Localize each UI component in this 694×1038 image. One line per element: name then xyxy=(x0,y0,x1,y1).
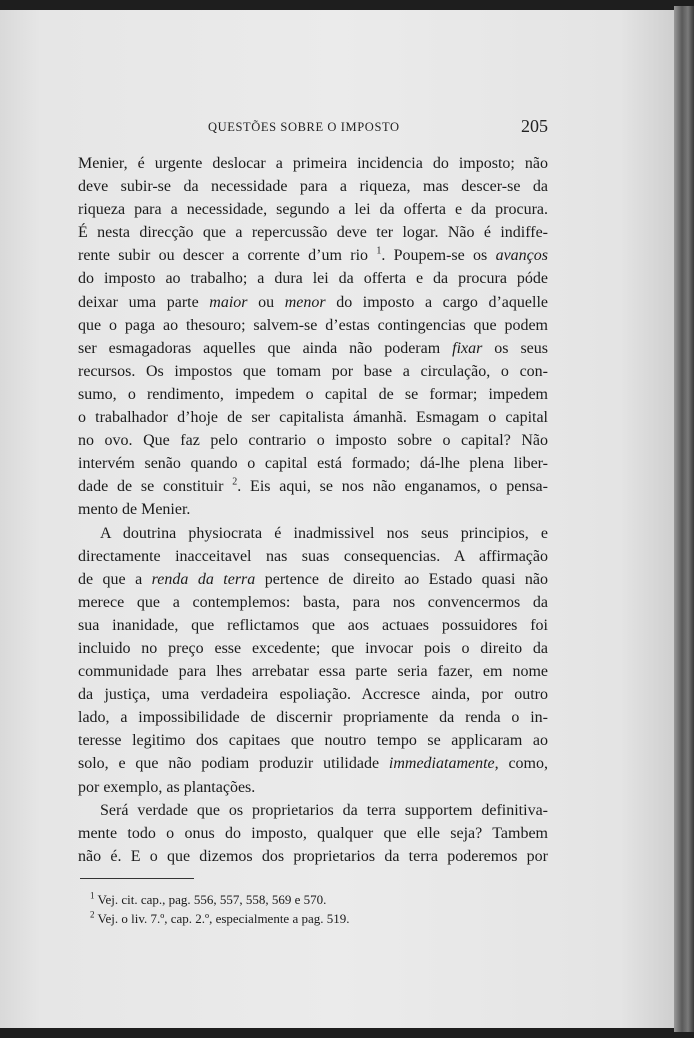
text-line xyxy=(78,267,548,290)
text-segment: É nesta direcção que a repercussão deve ter logar. Não é indiffe- xyxy=(78,224,548,242)
running-title: QUESTÕES SOBRE O IMPOSTO xyxy=(208,120,400,134)
text-line xyxy=(78,152,548,175)
text-segment: merece que a contemplemos: basta, para nos convencermos da xyxy=(78,593,548,611)
text-line xyxy=(78,683,548,706)
text-line xyxy=(78,614,548,637)
footnote-text: Vej. cit. cap., pag. 556, 557, 558, 569 e 570. xyxy=(97,892,327,907)
footnote-reference: 1 xyxy=(376,246,382,258)
text-segment: recursos. Os impostos que tomam por base a circulação, o con- xyxy=(78,362,548,380)
text-segment: da justiça, uma verdadeira espoliação. Accresce ainda, por outro xyxy=(78,686,548,704)
footnote xyxy=(90,890,530,909)
text-line xyxy=(78,360,548,383)
text-line xyxy=(78,452,548,475)
text-line xyxy=(78,221,548,244)
text-segment: solo, e que não podiam produzir utilidade xyxy=(78,755,389,773)
text-line xyxy=(78,475,548,498)
text-line xyxy=(78,522,548,545)
text-segment: A doutrina physiocrata é inadmissivel nos seus principios, e xyxy=(100,524,548,542)
italic-text: maior xyxy=(209,293,248,311)
text-segment: como, xyxy=(498,755,549,773)
italic-text: menor xyxy=(284,293,326,311)
text-segment: Será verdade que os proprietarios da terra supportem definitiva- xyxy=(100,801,548,819)
text-segment: sumo, o rendimento, impedem o capital de se formar; impedem xyxy=(78,385,548,403)
text-line xyxy=(78,729,548,752)
book-edge xyxy=(674,6,694,1032)
text-line xyxy=(78,291,548,314)
text-segment: sua inanidade, que reflictamos que aos actuaes possuidores foi xyxy=(78,616,548,634)
text-segment: mente todo o onus do imposto, qualquer que elle seja? Tambem xyxy=(78,824,548,842)
text-line xyxy=(78,752,548,775)
text-line xyxy=(78,845,548,868)
text-segment: incluido no preço esse excedente; que invocar pois o direito da xyxy=(78,639,548,657)
text-segment: directamente inacceitavel nas suas consequencias. A affirmação xyxy=(78,547,548,565)
text-line xyxy=(78,429,548,452)
text-line xyxy=(78,706,548,729)
text-segment: de que a xyxy=(78,570,152,588)
text-segment: o trabalhador d’hoje de ser capitalista ámanhã. Esmagam o capital xyxy=(78,409,548,427)
footnote-reference: 2 xyxy=(232,476,238,488)
text-line xyxy=(78,314,548,337)
page-number: 205 xyxy=(521,116,548,136)
text-line xyxy=(78,822,548,845)
text-segment: do imposto ao trabalho; a dura lei da offerta e da procura póde xyxy=(78,270,548,288)
footnote-marker: 2 xyxy=(90,909,95,920)
text-line xyxy=(78,244,548,267)
footnote-rule xyxy=(80,878,194,879)
text-segment: . Poupem-se os xyxy=(381,247,496,265)
text-segment: do imposto a cargo d’aquelle xyxy=(325,293,548,311)
italic-text: fixar xyxy=(452,339,483,357)
text-line xyxy=(78,498,548,521)
text-line xyxy=(78,568,548,591)
footnote xyxy=(90,909,530,928)
text-segment: lado, a impossibilidade de discernir propriamente da renda o in- xyxy=(78,709,548,727)
text-segment: ou xyxy=(247,293,285,311)
footnote-text: Vej. o liv. 7.º, cap. 2.º, especialmente a pag. 519. xyxy=(97,911,350,926)
footnotes xyxy=(90,890,530,928)
text-segment: . Eis aqui, se nos não enganamos, o pensa- xyxy=(237,478,548,496)
text-line xyxy=(78,660,548,683)
text-segment: deixar uma parte xyxy=(78,293,210,311)
text-segment: dade de se constituir xyxy=(78,478,233,496)
text-segment: Menier, é urgente deslocar a primeira incidencia do imposto; não xyxy=(78,155,548,172)
text-line xyxy=(78,175,548,198)
text-line xyxy=(78,337,548,360)
text-segment: deve subir-se da necessidade para a riqueza, mas descer-se da xyxy=(78,178,548,196)
italic-text: renda da terra xyxy=(151,570,256,588)
text-segment: riqueza para a necessidade, segundo a lei da offerta e da procura. xyxy=(78,201,548,219)
text-segment: teresse legitimo dos capitaes que noutro tempo se applicaram ao xyxy=(78,732,548,750)
text-segment: ser esmagadoras aquelles que ainda não poderam xyxy=(78,339,453,357)
text-segment: pertence de direito ao Estado quasi não xyxy=(255,570,549,588)
text-segment: communidade para lhes arrebatar essa parte seria fazer, em nome xyxy=(78,663,548,681)
text-segment: rente subir ou descer a corrente d’um rio xyxy=(78,247,377,265)
text-line xyxy=(78,637,548,660)
body-text xyxy=(78,152,548,868)
text-segment: intervém senão quando o capital está formado; dá-lhe plena liber- xyxy=(78,455,548,473)
text-line xyxy=(78,776,548,799)
text-segment: mento de Menier. xyxy=(78,501,191,519)
text-line xyxy=(78,406,548,429)
text-segment: por exemplo, as plantações. xyxy=(78,778,256,796)
text-line xyxy=(78,198,548,221)
text-line xyxy=(78,799,548,822)
text-segment: que o paga ao thesouro; salvem-se d’estas contingencias que podem xyxy=(78,316,548,334)
text-segment: não é. E o que dizemos dos proprietarios da terra poderemos por xyxy=(78,847,548,865)
italic-text: immediatamente, xyxy=(388,755,499,773)
text-line xyxy=(78,383,548,406)
footnote-marker: 1 xyxy=(90,890,95,901)
text-line xyxy=(78,591,548,614)
text-line xyxy=(78,545,548,568)
text-segment: no ovo. Que faz pelo contrario o imposto sobre o capital? Não xyxy=(78,432,548,450)
italic-text: avanços xyxy=(495,247,549,265)
page-header xyxy=(78,116,548,140)
text-segment: os seus xyxy=(482,339,549,357)
